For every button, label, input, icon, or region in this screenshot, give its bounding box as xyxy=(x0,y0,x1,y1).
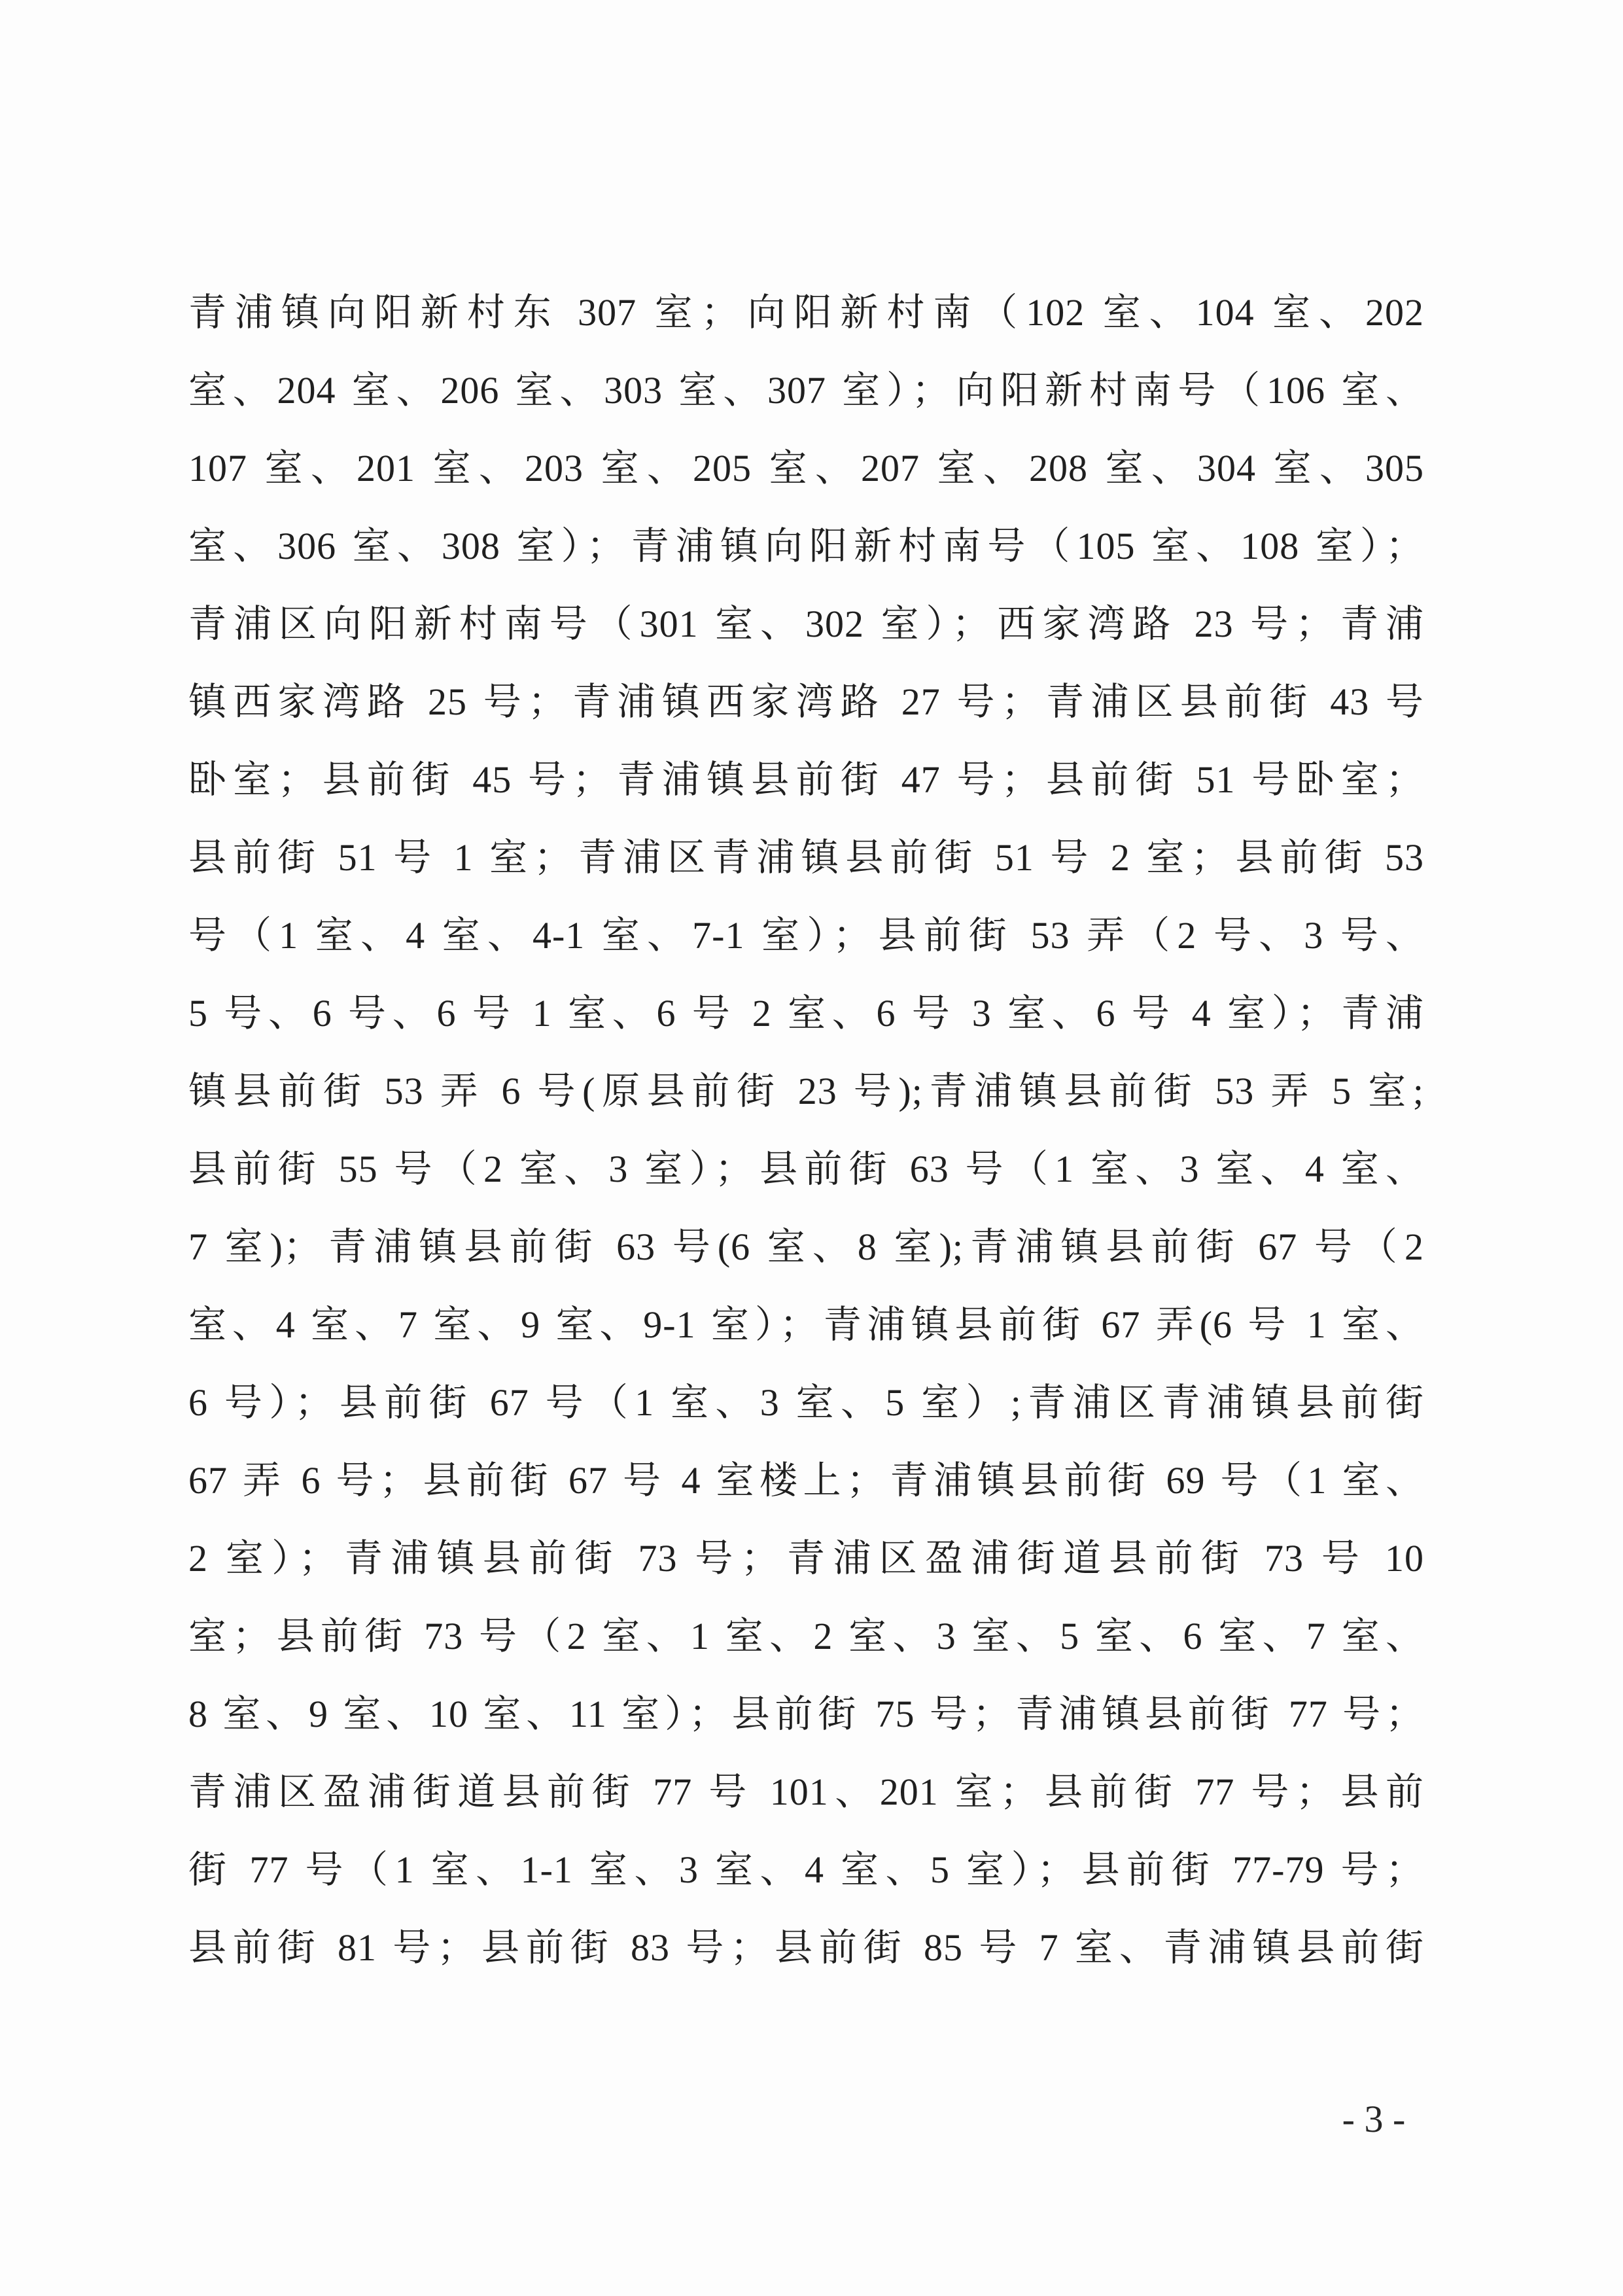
text-line-19: 8 室、9 室、10 室、11 室）；县前街 75 号；青浦镇县前街 77 号； xyxy=(188,1693,1424,1735)
text-line-6: 镇西家湾路 25 号；青浦镇西家湾路 27 号；青浦区县前街 43 号 xyxy=(188,680,1424,723)
body-text xyxy=(188,274,1424,1987)
text-line-2: 室、204 室、206 室、303 室、307 室）；向阳新村南号（106 室、 xyxy=(188,369,1424,412)
text-line-9: 号（1 室、4 室、4-1 室、7-1 室）；县前街 53 弄（2 号、3 号、 xyxy=(188,914,1424,957)
text-line-15: 6 号）；县前街 67 号（1 室、3 室、5 室）;青浦区青浦镇县前街 xyxy=(188,1381,1424,1424)
text-line-4: 室、306 室、308 室）；青浦镇向阳新村南号（105 室、108 室）； xyxy=(188,525,1424,567)
text-line-5: 青浦区向阳新村南号（301 室、302 室）；西家湾路 23 号；青浦 xyxy=(188,603,1424,645)
text-line-1: 青浦镇向阳新村东 307 室；向阳新村南（102 室、104 室、202 xyxy=(188,291,1424,334)
text-line-21: 街 77 号（1 室、1-1 室、3 室、4 室、5 室）；县前街 77-79 号； xyxy=(188,1848,1424,1891)
text-line-18: 室；县前街 73 号（2 室、1 室、2 室、3 室、5 室、6 室、7 室、 xyxy=(188,1615,1424,1657)
text-line-12: 县前街 55 号（2 室、3 室）；县前街 63 号（1 室、3 室、4 室、 xyxy=(188,1148,1424,1190)
text-line-3: 107 室、201 室、203 室、205 室、207 室、208 室、304 室、305 xyxy=(188,447,1424,489)
text-line-14: 室、4 室、7 室、9 室、9-1 室）；青浦镇县前街 67 弄(6 号 1 室、 xyxy=(188,1303,1424,1346)
text-line-11: 镇县前街 53 弄 6 号(原县前街 23 号);青浦镇县前街 53 弄 5 室; xyxy=(188,1070,1424,1112)
page-number: - 3 - xyxy=(1342,2098,1406,2140)
text-line-22: 县前街 81 号；县前街 83 号；县前街 85 号 7 室、青浦镇县前街 xyxy=(188,1926,1424,1969)
text-line-8: 县前街 51 号 1 室；青浦区青浦镇县前街 51 号 2 室；县前街 53 xyxy=(188,836,1424,879)
text-line-10: 5 号、6 号、6 号 1 室、6 号 2 室、6 号 3 室、6 号 4 室）；青浦 xyxy=(188,992,1424,1034)
text-line-13: 7 室)；青浦镇县前街 63 号(6 室、8 室);青浦镇县前街 67 号（2 xyxy=(188,1226,1424,1268)
text-line-7: 卧室；县前街 45 号；青浦镇县前街 47 号；县前街 51 号卧室； xyxy=(188,758,1424,801)
text-line-16: 67 弄 6 号；县前街 67 号 4 室楼上；青浦镇县前街 69 号（1 室、 xyxy=(188,1459,1424,1502)
text-line-20: 青浦区盈浦街道县前街 77 号 101、201 室；县前街 77 号；县前 xyxy=(188,1771,1424,1813)
text-line-17: 2 室）；青浦镇县前街 73 号；青浦区盈浦街道县前街 73 号 10 xyxy=(188,1537,1424,1580)
